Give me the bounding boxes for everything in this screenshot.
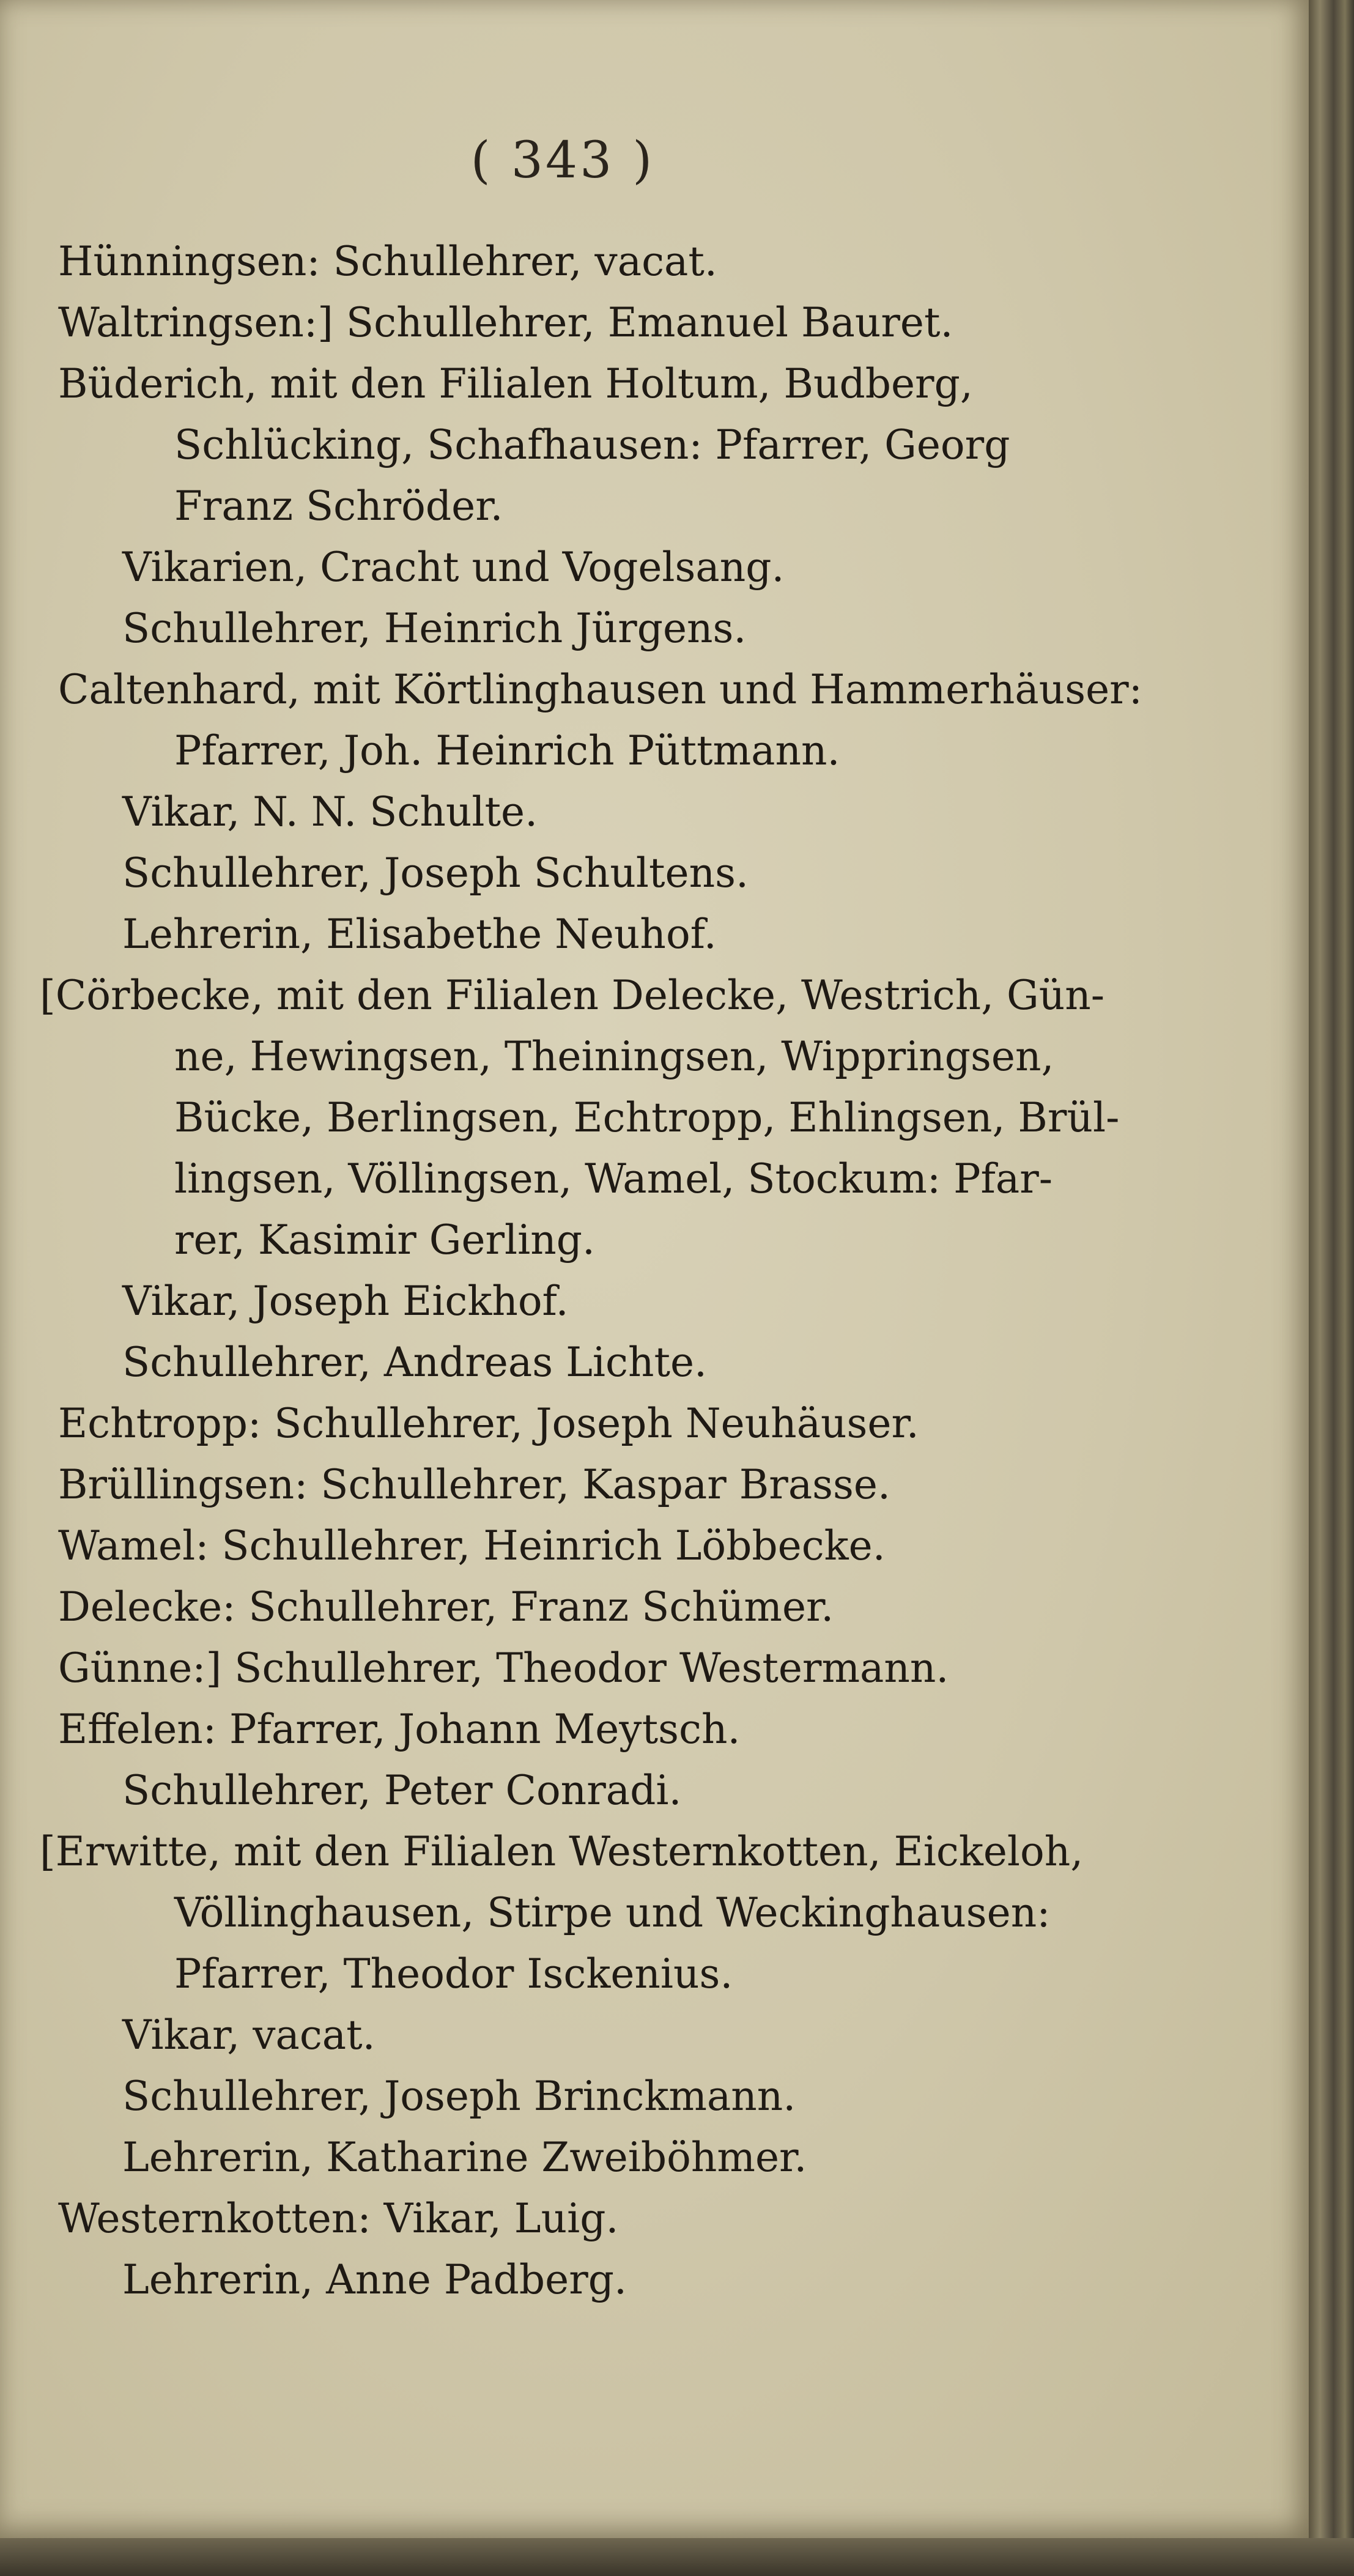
entry-line: Brüllingsen: Schullehrer, Kaspar Brasse.	[58, 1461, 890, 1508]
scan-bottom-shadow	[0, 2538, 1354, 2576]
entry-line: Waltringsen:] Schullehrer, Emanuel Bauret.	[58, 299, 953, 346]
entry-line: Franz Schröder.	[174, 483, 503, 530]
entry-line: rer, Kasimir Gerling.	[174, 1216, 596, 1264]
entry-line: Vikarien, Cracht und Vogelsang.	[122, 544, 785, 591]
entry-line: Völlinghausen, Stirpe und Weckinghausen:	[174, 1889, 1051, 1936]
entry-line: Schullehrer, Andreas Lichte.	[122, 1339, 708, 1386]
entry-line: Pfarrer, Theodor Isckenius.	[174, 1950, 733, 1997]
entry-line: Lehrerin, Katharine Zweiböhmer.	[122, 2134, 807, 2181]
entry-line: Westernkotten: Vikar, Luig.	[58, 2195, 619, 2242]
entry-line: Caltenhard, mit Körtlinghausen und Hammerhäuser:	[58, 666, 1142, 713]
page-number: ( 343 )	[470, 131, 655, 190]
entry-line: Schlücking, Schafhausen: Pfarrer, Georg	[174, 421, 1010, 468]
entry-line: Vikar, vacat.	[122, 2012, 375, 2059]
entry-line: Lehrerin, Elisabethe Neuhof.	[122, 911, 717, 958]
entry-line: Schullehrer, Heinrich Jürgens.	[122, 605, 747, 652]
entry-line: lingsen, Völlingsen, Wamel, Stockum: Pfar-	[174, 1155, 1053, 1202]
entry-line: [Cörbecke, mit den Filialen Delecke, Westrich, Gün-	[40, 972, 1105, 1019]
entry-line: Günne:] Schullehrer, Theodor Westermann.	[58, 1645, 949, 1692]
entry-line: Echtropp: Schullehrer, Joseph Neuhäuser.	[58, 1400, 919, 1447]
entry-line: Vikar, N. N. Schulte.	[122, 788, 538, 835]
entry-line: [Erwitte, mit den Filialen Westernkotten, Eickeloh,	[40, 1828, 1084, 1875]
entry-list	[24, 231, 1174, 2311]
entry-line: Vikar, Joseph Eickhof.	[122, 1278, 569, 1325]
entry-line: Hünningsen: Schullehrer, vacat.	[58, 238, 717, 285]
entry-line: Lehrerin, Anne Padberg.	[122, 2256, 627, 2303]
entry-line: Schullehrer, Joseph Schultens.	[122, 849, 749, 897]
entry-line: Delecke: Schullehrer, Franz Schümer.	[58, 1583, 834, 1630]
book-page-edge	[1309, 0, 1354, 2576]
entry-line: Effelen: Pfarrer, Johann Meytsch.	[58, 1706, 741, 1753]
entry-line: Wamel: Schullehrer, Heinrich Löbbecke.	[58, 1522, 886, 1569]
entry-line: Bücke, Berlingsen, Echtropp, Ehlingsen, Brül-	[174, 1094, 1120, 1141]
entry-line: ne, Hewingsen, Theiningsen, Wippringsen,	[174, 1033, 1054, 1080]
entry-line: Schullehrer, Joseph Brinckmann.	[122, 2073, 796, 2120]
entry-line: Schullehrer, Peter Conradi.	[122, 1767, 682, 1814]
entry-line: Büderich, mit den Filialen Holtum, Budberg,	[58, 360, 973, 407]
entry-line: Pfarrer, Joh. Heinrich Püttmann.	[174, 727, 840, 774]
